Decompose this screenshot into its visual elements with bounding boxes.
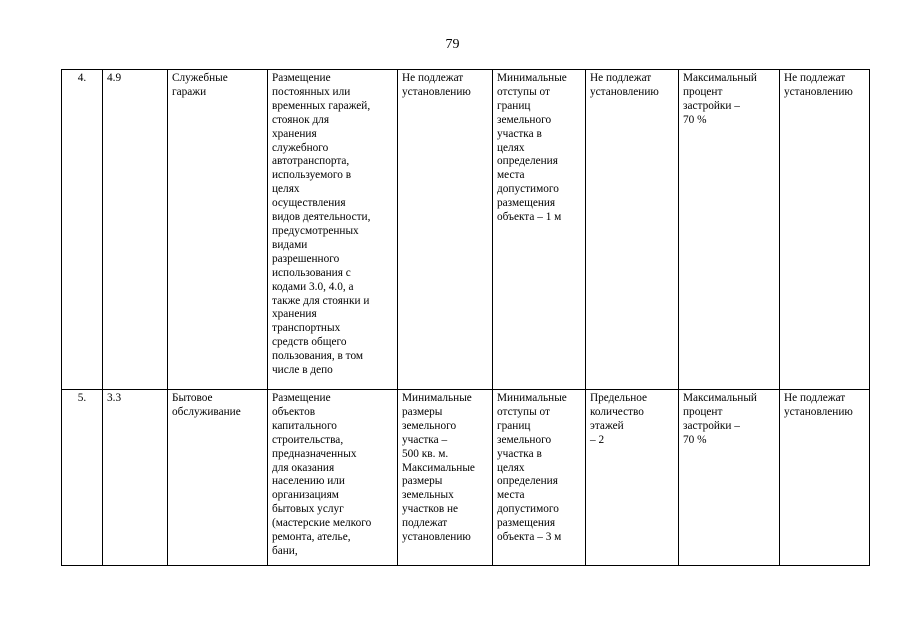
use-description-cell: Размещение объектов капитального строительства, предназначенных для оказания населению или организациям бытовых услуг (мастерские мелкого ремонта, ателье, бани, bbox=[268, 390, 398, 566]
setback-cell: Минимальные отступы от границ земельного участка в целях определения места допустимого размещения объекта – 3 м bbox=[493, 390, 586, 566]
setback-cell: Минимальные отступы от границ земельного участка в целях определения места допустимого размещения объекта – 1 м bbox=[493, 70, 586, 390]
coverage-cell: Максимальный процент застройки – 70 % bbox=[679, 70, 780, 390]
table-row bbox=[62, 390, 870, 566]
row-number-cell: 4. bbox=[62, 70, 103, 390]
use-code-cell: 3.3 bbox=[103, 390, 168, 566]
use-name-cell: Бытовое обслуживание bbox=[168, 390, 268, 566]
page-number: 79 bbox=[445, 37, 460, 52]
use-name-cell: Служебные гаражи bbox=[168, 70, 268, 390]
plot-size-cell: Минимальные размеры земельного участка – 500 кв. м. Максимальные размеры земельных участков не подлежат установлению bbox=[398, 390, 493, 566]
zoning-table bbox=[61, 69, 870, 566]
row-number-cell: 5. bbox=[62, 390, 103, 566]
floors-cell: Предельное количество этажей – 2 bbox=[586, 390, 679, 566]
floors-cell: Не подлежат установлению bbox=[586, 70, 679, 390]
other-params-cell: Не подлежат установлению bbox=[780, 390, 870, 566]
other-params-cell: Не подлежат установлению bbox=[780, 70, 870, 390]
plot-size-cell: Не подлежат установлению bbox=[398, 70, 493, 390]
use-description-cell: Размещение постоянных или временных гаражей, стоянок для хранения служебного автотранспорта, используемого в целях осуществления видов деятельности, предусмотренных видами разрешенного использования с кодами 3.0, 4.0, а также для стоянки и хранения транспортных средств общего пользования, в том числе в депо bbox=[268, 70, 398, 390]
use-code-cell: 4.9 bbox=[103, 70, 168, 390]
coverage-cell: Максимальный процент застройки – 70 % bbox=[679, 390, 780, 566]
table-row bbox=[62, 70, 870, 390]
